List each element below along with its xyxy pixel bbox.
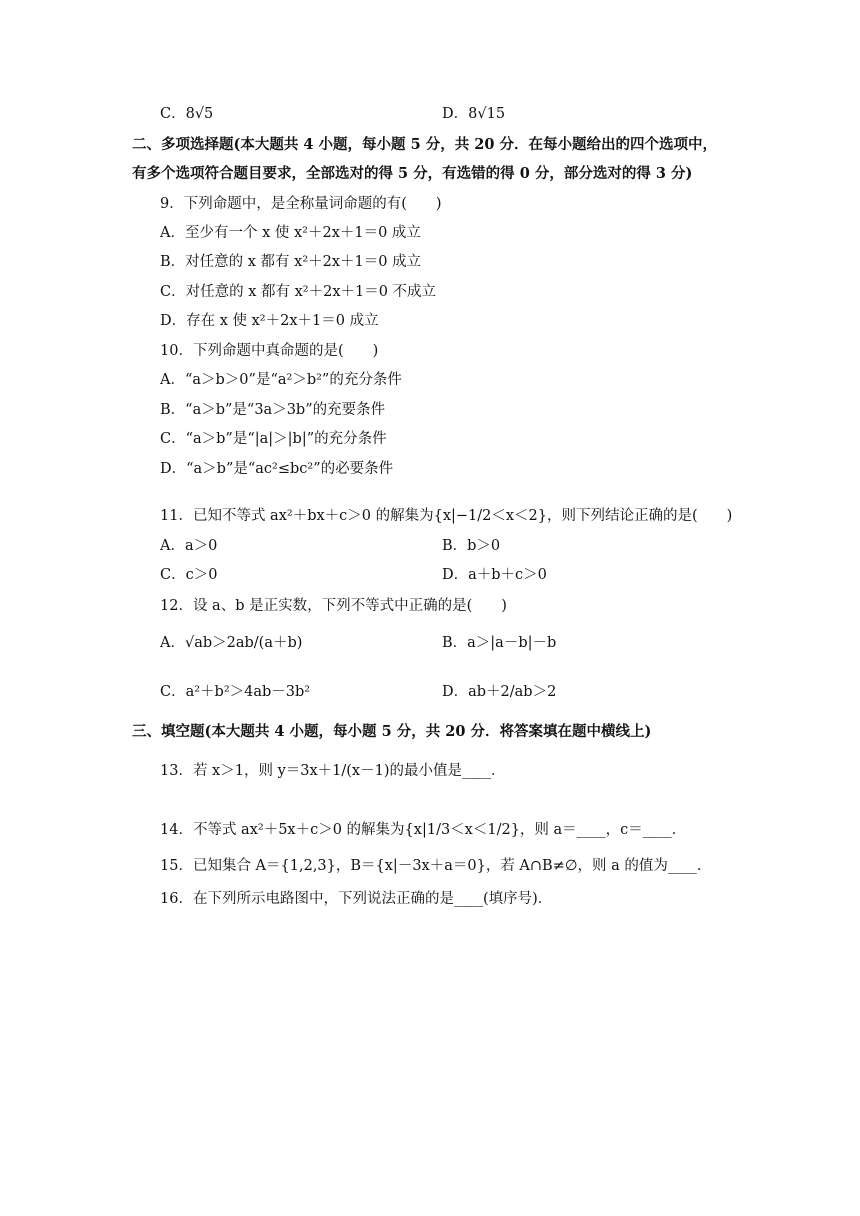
q10-option-b: B．“a＞b”是“3a＞3b”的充要条件 (160, 402, 386, 418)
q11-solution-set: {x|−1/2＜x＜2} (433, 508, 548, 524)
q9-option-a: A．至少有一个 x 使 x²＋2x＋1＝0 成立 (160, 225, 421, 241)
q12-option-b: B．a＞|a－b|－b (442, 635, 557, 651)
q9-option-d: D．存在 x 使 x²＋2x＋1＝0 成立 (160, 313, 379, 329)
q9-stem: 9．下列命题中，是全称量词命题的有( ) (160, 196, 442, 212)
q10-option-a: A．“a＞b＞0”是“a²＞b²”的充分条件 (160, 372, 402, 388)
q11-option-a: A．a＞0 (160, 538, 218, 554)
q10-option-c: C．“a＞b”是“|a|＞|b|”的充分条件 (160, 431, 387, 447)
q8-option-c: C．8√5 (160, 106, 214, 122)
q15-text: 15．已知集合 A＝{1,2,3}，B＝{x|－3x＋a＝0}，若 A∩B≠∅，则 a 的值为____． (160, 858, 712, 874)
q14-text: 14．不等式 ax²＋5x＋c＞0 的解集为{x|1/3＜x＜1/2}，则 a＝____，c＝____． (160, 822, 687, 838)
q12-stem: 12．设 a、b 是正实数，下列不等式中正确的是( ) (160, 598, 507, 614)
q11-stem-suffix: ，则下列结论正确的是( ) (547, 508, 733, 524)
q11-option-c: C．c＞0 (160, 567, 218, 583)
q12-option-a: A．√ab＞2ab/(a＋b) (160, 635, 303, 651)
q10-stem: 10．下列命题中真命题的是( ) (160, 343, 379, 359)
q11-option-b: B．b＞0 (442, 538, 501, 554)
section3-heading: 三、填空题(本大题共 4 小题，每小题 5 分，共 20 分．将答案填在题中横线上) (132, 723, 652, 740)
q9-option-b: B．对任意的 x 都有 x²＋2x＋1＝0 成立 (160, 254, 422, 270)
q9-option-c: C．对任意的 x 都有 x²＋2x＋1＝0 不成立 (160, 284, 437, 300)
q11-option-d: D．a＋b＋c＞0 (442, 567, 547, 583)
q12-option-c: C．a²＋b²＞4ab－3b² (160, 684, 311, 700)
q10-option-d: D．“a＞b”是“ac²≤bc²”的必要条件 (160, 461, 394, 477)
q16-text: 16．在下列所示电路图中，下列说法正确的是____(填序号)． (160, 891, 553, 907)
q12-option-d: D．ab＋2/ab＞2 (442, 684, 557, 700)
section2-heading-line2: 有多个选项符合题目要求，全部选对的得 5 分，有选错的得 0 分，部分选对的得 3 分) (132, 165, 693, 182)
q11-stem-prefix: 11．已知不等式 ax²＋bx＋c＞0 的解集为 (160, 508, 434, 524)
q8-option-d: D．8√15 (442, 106, 506, 122)
q11-stem (160, 506, 732, 526)
q13-text: 13．若 x＞1，则 y＝3x＋1/(x－1)的最小值是____． (160, 763, 506, 779)
section2-heading-line1: 二、多项选择题(本大题共 4 小题，每小题 5 分，共 20 分．在每小题给出的四个选项中， (132, 136, 718, 153)
